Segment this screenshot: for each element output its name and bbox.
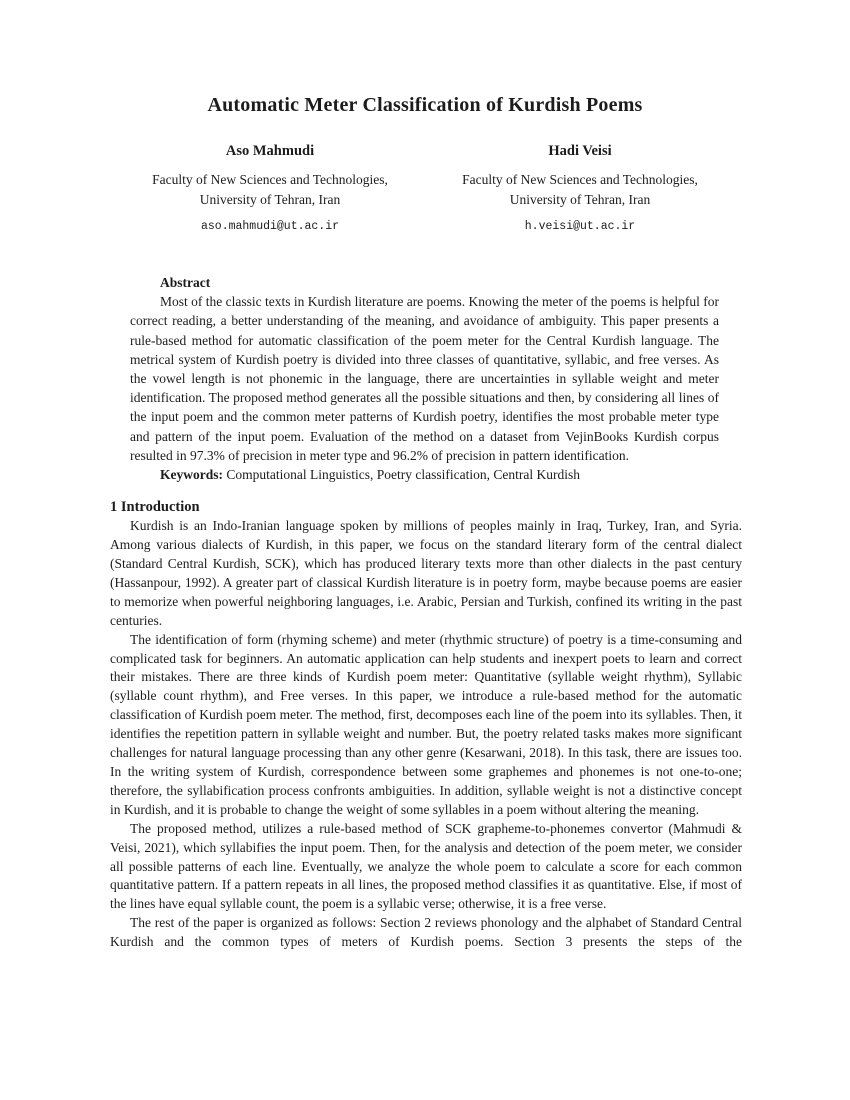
author-1-affiliation-line-2: University of Tehran, Iran <box>199 192 341 207</box>
introduction-paragraph-4: The rest of the paper is organized as follows: Section 2 reviews phonology and the alphabet of Standard Central Kurdish and the common types of meters of Kurdish poems. Section 3 presents the steps of the <box>110 915 742 950</box>
abstract-section <box>130 273 719 484</box>
introduction-paragraph-1: Kurdish is an Indo-Iranian language spoken by millions of peoples mainly in Iraq, Turkey, Iran, and Syria. Among various dialects of Kurdish, in this paper, we focus on the standard literary form of the central dialect (Standard Central Kurdish, SCK), which has produced literary texts more than other dialects in the past century (Hassanpour, 1992). A greater part of classical Kurdish literature is in poetry form, maybe because poems are easier to memorize when powerful neighboring languages, i.e. Arabic, Persian and Turkish, confined its writing in the past centuries. <box>110 518 742 628</box>
author-1-email: aso.mahmudi@ut.ac.ir <box>200 220 340 233</box>
abstract-heading: Abstract <box>160 275 211 290</box>
abstract-text: Most of the classic texts in Kurdish literature are poems. Knowing the meter of the poems is helpful for correct reading, a better understanding of the meaning, and avoidance of ambiguity. This paper presents a rule-based method for automatic classification of the poem meter for the Central Kurdish language. The metrical system of Kurdish poetry is divided into three classes of quantitative, syllabic, and free verses. As the vowel length is not phonemic in the language, there are uncertainties in syllable weight and meter identification. The proposed method generates all the possible situations and then, by considering all lines of the input poem and the common meter patterns of Kurdish poetry, identifies the most probable meter type and pattern of the input poem. Evaluation of the method on a dataset from VejinBooks Kurdish corpus resulted in 97.3% of precision in meter type and 96.2% of precision in pattern identification. <box>130 294 719 463</box>
author-1 <box>115 143 425 233</box>
paper-title: Automatic Meter Classification of Kurdish Poems <box>207 94 643 116</box>
author-2 <box>425 143 735 233</box>
author-2-name: Hadi Veisi <box>548 143 612 159</box>
section-heading-introduction: 1 Introduction <box>110 499 200 516</box>
keywords-text: Computational Linguistics, Poetry classification, Central Kurdish <box>223 467 580 483</box>
keywords-line <box>130 465 719 484</box>
author-2-affiliation-line-1: Faculty of New Sciences and Technologies, <box>462 172 698 187</box>
author-block <box>115 143 735 233</box>
author-1-name: Aso Mahmudi <box>225 143 315 159</box>
author-1-affiliation-line-1: Faculty of New Sciences and Technologies, <box>152 172 388 187</box>
keywords-label: Keywords: <box>160 467 223 483</box>
introduction-paragraph-2: The identification of form (rhyming scheme) and meter (rhythmic structure) of poetry is a time-consuming and complicated task for beginners. An automatic application can help students and inexpert poets to learn and correct their mistakes. There are three kinds of Kurdish poem meter: Quantitative (syllable weight rhythm), Syllabic (syllable count rhythm), and Free verses. In this paper, we introduce a rule-based method for the automatic classification of Kurdish poem meter. The method, first, decomposes each line of the poem into its syllables. Then, it identifies the repetition pattern in syllable weight and number. But, the poetry related tasks makes more significant challenges for natural language processing than any other genre (Kesarwani, 2018). In this task, there are issues too. In the writing system of Kurdish, correspondence between some graphemes and phonemes is not one-to-one; therefore, the syllabification process confronts ambiguities. In addition, syllable weight is not a distinctive concept in Kurdish, and it is probable to change the weight of some syllables in a poem without altering the meaning. <box>110 631 742 817</box>
introduction-paragraph-3: The proposed method, utilizes a rule-based method of SCK grapheme-to-phonemes convertor (Mahmudi & Veisi, 2021), which syllabifies the input poem. Then, for the analysis and detection of the poem meter, we consider all possible patterns of each line. Eventually, we analyze the whole poem to calculate a score for each common quantitative pattern. If a pattern repeats in all lines, the proposed method classifies it as quantitative. Else, if most of the lines have equal syllable count, the poem is a syllabic verse; otherwise, it is a free verse. <box>110 820 742 912</box>
author-2-affiliation-line-2: University of Tehran, Iran <box>509 192 651 207</box>
author-2-email: h.veisi@ut.ac.ir <box>524 220 636 233</box>
